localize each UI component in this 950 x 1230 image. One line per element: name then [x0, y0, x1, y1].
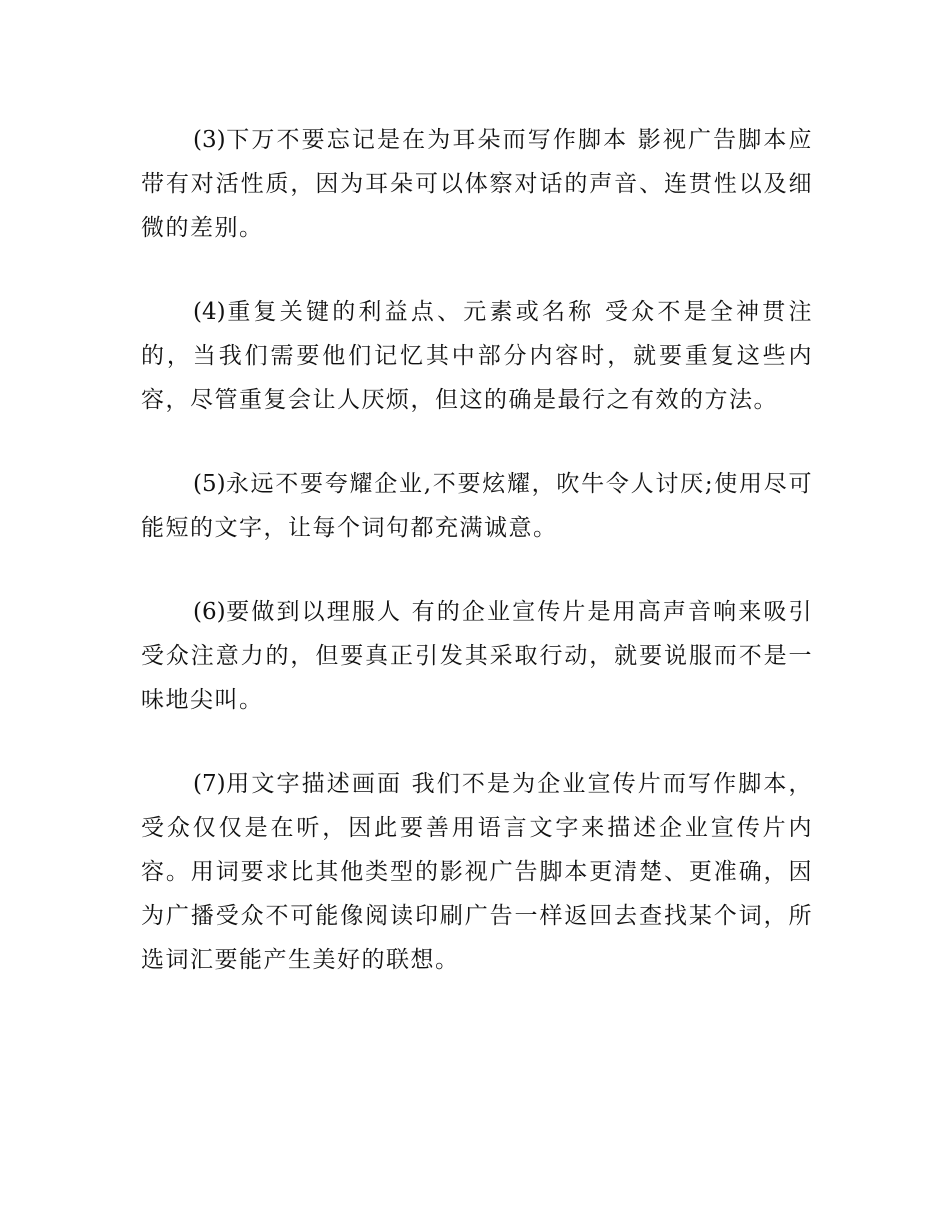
paragraph-number: (7)	[193, 771, 226, 797]
paragraph-text: 重复关键的利益点、元素或名称 受众不是全神贯注的，当我们需要他们记忆其中部分内容时，就要重复这些内容，尽管重复会让人厌烦，但这的确是最行之有效的方法。	[141, 299, 813, 413]
paragraph-text: 用文字描述画面 我们不是为企业宣传片而写作脚本，受众仅仅是在听，因此要善用语言文字来描述企业宣传片内容。用词要求比其他类型的影视广告脚本更清楚、更准确，因为广播受众不可能像阅读印刷广告一样返回去查找某个词，所选词汇要能产生美好的联想。	[141, 771, 813, 973]
paragraph-5	[141, 462, 813, 550]
paragraph-text: 下万不要忘记是在为耳朵而写作脚本 影视广告脚本应带有对活性质，因为耳朵可以体察对话的声音、连贯性以及细微的差别。	[141, 127, 813, 241]
paragraph-text: 要做到以理服人 有的企业宣传片是用高声音响来吸引受众注意力的，但要真正引发其采取行动，就要说服而不是一味地尖叫。	[141, 599, 813, 713]
paragraph-6	[141, 590, 813, 722]
paragraph-3	[141, 118, 813, 250]
paragraph-4	[141, 290, 813, 422]
document-body	[141, 118, 813, 1022]
paragraph-number: (4)	[193, 299, 226, 325]
paragraph-number: (3)	[193, 127, 226, 153]
paragraph-number: (5)	[193, 471, 226, 497]
paragraph-text: 永远不要夸耀企业,不要炫耀，吹牛令人讨厌;使用尽可能短的文字，让每个词句都充满诚意。	[141, 471, 813, 541]
paragraph-7	[141, 762, 813, 982]
paragraph-number: (6)	[193, 599, 226, 625]
